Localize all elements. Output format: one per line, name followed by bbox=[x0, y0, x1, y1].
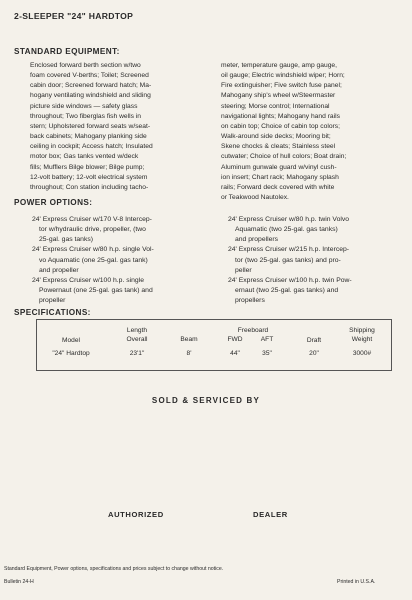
equipment-text-line: picture side windows — safety glass bbox=[30, 102, 138, 110]
spec-draft-value: 20" bbox=[309, 350, 319, 357]
equipment-text-line: fills; Mufflers Bilge blower; Bilge pump; bbox=[30, 163, 145, 171]
equipment-text-line: motor box; Gas tanks vented w/deck bbox=[30, 153, 139, 161]
spec-aft-label: AFT bbox=[260, 336, 274, 343]
power-option-line: Aquamatic (two 25-gal. gas tanks) bbox=[235, 226, 338, 234]
spec-model-label: Model bbox=[62, 337, 80, 344]
power-option-line: 24' Express Cruiser w/100 h.p. single bbox=[32, 276, 144, 284]
power-option-line: 24' Express Cruiser w/170 V-8 Intercep- bbox=[32, 216, 152, 223]
equipment-text-line: rails; Forward deck covered with white bbox=[221, 183, 335, 191]
spec-length-label-line2: Overall bbox=[126, 336, 148, 343]
power-option-item bbox=[228, 245, 398, 275]
spec-length-label bbox=[109, 326, 165, 344]
spec-fwd-value: 44" bbox=[230, 350, 240, 357]
equipment-text-line: cabin door; Screened forward hatch; Ma- bbox=[30, 82, 152, 90]
spec-model-value: "24" Hardtop bbox=[52, 350, 90, 357]
spec-length-value: 23'1" bbox=[129, 350, 145, 357]
equipment-text-line: oil gauge; Electric windshield wiper; Horn; bbox=[221, 72, 345, 80]
spec-length-label-line1: Length bbox=[126, 327, 148, 334]
power-option-line: peller bbox=[235, 266, 252, 274]
power-option-item bbox=[32, 245, 210, 275]
power-option-item bbox=[32, 215, 210, 245]
spec-aft-value: 35" bbox=[262, 350, 272, 357]
power-options-right-column bbox=[228, 215, 398, 306]
specifications-table bbox=[36, 319, 392, 371]
spec-beam-value: 8' bbox=[186, 350, 192, 357]
spec-shipping-label-line1: Shipping bbox=[349, 327, 375, 334]
power-option-line: and propeller bbox=[39, 266, 79, 274]
power-option-line: 25-gal. gas tanks) bbox=[39, 236, 94, 244]
power-option-line: and propellers bbox=[235, 236, 279, 244]
power-option-line: tor (two 25-gal. gas tanks) and pro- bbox=[235, 256, 341, 264]
spec-shipping-label bbox=[335, 326, 389, 344]
footer-note: Standard Equipment, Power options, specifications and prices subject to change without notice. bbox=[4, 566, 224, 572]
standard-equipment-left-column bbox=[30, 61, 208, 193]
equipment-text-line: Mahogany ship's wheel w/Steermaster bbox=[221, 92, 336, 100]
equipment-text-line: Walk-around side decks; Mooring bit; bbox=[221, 133, 331, 141]
equipment-text-line: on cabin top; Choice of cabin top colors; bbox=[221, 122, 340, 130]
power-option-line: vo Aquamatic (one 25-gal. gas tank) bbox=[39, 256, 148, 264]
equipment-text-line: ceiling in cockpit; Access hatch; Insulated bbox=[30, 143, 153, 151]
bulletin-number: Bulletin 24-H bbox=[4, 579, 34, 585]
equipment-text-line: throughout; Con station including tacho- bbox=[30, 183, 149, 191]
specifications-heading: SPECIFICATIONS: bbox=[14, 308, 91, 317]
spec-shipping-label-line2: Weight bbox=[351, 336, 373, 343]
equipment-text-line: hogany ventilating windshield and sliding bbox=[30, 92, 151, 100]
power-option-item bbox=[228, 215, 398, 245]
spec-draft-label: Draft bbox=[306, 337, 322, 344]
equipment-text-line: ion insert; Chart rack; Mahogany splash bbox=[221, 173, 339, 181]
equipment-text-line: meter, temperature gauge, amp gauge, bbox=[221, 62, 337, 69]
power-option-line: tor w/hydraulic drive, propeller, (two bbox=[39, 226, 146, 234]
equipment-text-line: 12-volt battery; 12-volt electrical system bbox=[30, 173, 148, 181]
spec-freeboard-label: Freeboard bbox=[237, 327, 269, 334]
spec-shipping-value: 3000# bbox=[352, 350, 372, 357]
power-option-line: 24' Express Cruiser w/80 h.p. single Vol- bbox=[32, 246, 154, 254]
power-options-heading: POWER OPTIONS: bbox=[14, 198, 93, 207]
equipment-text-line: Fire extinguisher; Five switch fuse panel; bbox=[221, 82, 342, 90]
power-option-line: Powernaut (one 25-gal. gas tank) and bbox=[39, 287, 153, 295]
equipment-text-line: Enclosed forward berth section w/two bbox=[30, 62, 141, 69]
authorized-label: AUTHORIZED bbox=[108, 510, 164, 519]
standard-equipment-heading: STANDARD EQUIPMENT: bbox=[14, 47, 120, 56]
power-options-left-column bbox=[32, 215, 210, 306]
power-option-item bbox=[32, 276, 210, 306]
power-option-line: propellers bbox=[235, 297, 265, 305]
power-option-item bbox=[228, 276, 398, 306]
equipment-text-line: back cabinets; Mahogany planking side bbox=[30, 133, 147, 141]
standard-equipment-right-column bbox=[221, 61, 397, 203]
page-title: 2-SLEEPER "24" HARDTOP bbox=[14, 11, 134, 21]
spec-beam-label: Beam bbox=[180, 336, 198, 343]
dealer-label: DEALER bbox=[253, 510, 288, 519]
power-option-line: 24' Express Cruiser w/80 h.p. twin Volvo bbox=[228, 216, 350, 223]
equipment-text-line: steering; Morse control; International bbox=[221, 102, 330, 110]
power-option-line: 24' Express Cruiser w/100 h.p. twin Pow- bbox=[228, 276, 352, 284]
power-option-line: 24' Express Cruiser w/215 h.p. Intercep- bbox=[228, 246, 350, 254]
equipment-text-line: or Teakwood Nautolex. bbox=[221, 194, 289, 202]
power-option-line: ernaut (two 25-gal. gas tanks) and bbox=[235, 287, 339, 295]
equipment-text-line: foam covered V-berths; Toilet; Screened bbox=[30, 72, 149, 80]
equipment-text-line: throughout; Two fiberglas fish wells in bbox=[30, 112, 142, 120]
equipment-text-line: cutwater; Choice of hull colors; Boat drain; bbox=[221, 153, 347, 161]
sold-serviced-heading: SOLD & SERVICED BY bbox=[151, 396, 261, 405]
spec-fwd-label: FWD bbox=[227, 336, 243, 343]
power-option-line: propeller bbox=[39, 297, 66, 305]
printed-in-usa: Printed in U.S.A. bbox=[337, 579, 376, 585]
equipment-text-line: Skene chocks & cleats; Stainless steel bbox=[221, 143, 336, 151]
equipment-text-line: stern; Upholstered forward seats w/seat- bbox=[30, 122, 151, 130]
equipment-text-line: Aluminum gunwale guard w/vinyl cush- bbox=[221, 163, 337, 171]
equipment-text-line: navigational lights; Mahogany hand rails bbox=[221, 112, 340, 120]
